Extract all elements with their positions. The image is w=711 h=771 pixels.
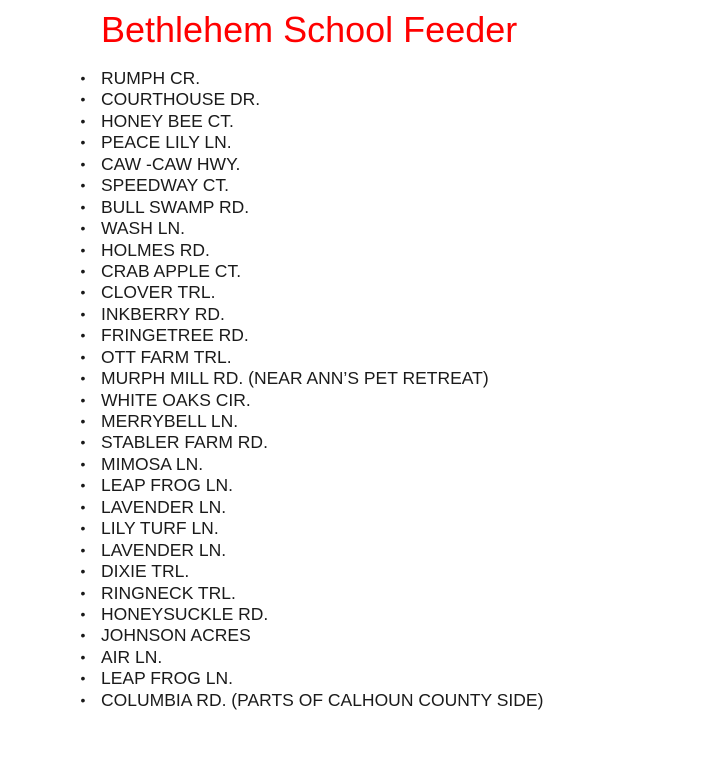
bullet-icon: •: [80, 477, 86, 494]
street-list-item: [0, 325, 543, 346]
street-list-item: [0, 518, 543, 539]
street-list-item: [0, 261, 543, 282]
bullet-icon: •: [80, 455, 86, 472]
street-name: LAVENDER LN.: [101, 539, 227, 560]
street-name: LAVENDER LN.: [101, 496, 227, 517]
street-name: CLOVER TRL.: [101, 282, 216, 303]
bullet-icon: •: [80, 305, 86, 322]
street-list-item: [0, 368, 543, 389]
street-name: AIR LN.: [101, 646, 163, 667]
bullet-icon: •: [80, 327, 86, 344]
bullet-icon: •: [80, 348, 86, 365]
street-name: INKBERRY RD.: [101, 303, 225, 324]
bullet-icon: •: [80, 284, 86, 301]
street-list-item: [0, 390, 543, 411]
street-name: LEAP FROG LN.: [101, 668, 233, 689]
street-name: WHITE OAKS CIR.: [101, 389, 251, 410]
bullet-icon: •: [80, 648, 86, 665]
street-name: WASH LN.: [101, 218, 185, 239]
street-list-item: [0, 432, 543, 453]
bullet-icon: •: [80, 241, 86, 258]
street-list-item: [0, 154, 543, 175]
street-name: HONEY BEE CT.: [101, 110, 234, 131]
street-list-item: [0, 690, 543, 711]
street-name: LEAP FROG LN.: [101, 475, 233, 496]
street-list-item: [0, 240, 543, 261]
street-name: COLUMBIA RD. (PARTS OF CALHOUN COUNTY SIDE): [101, 689, 544, 710]
bullet-icon: •: [80, 605, 86, 622]
street-name: OTT FARM TRL.: [101, 346, 232, 367]
street-name: LILY TURF LN.: [101, 518, 219, 539]
bullet-icon: •: [80, 155, 86, 172]
street-list-item: [0, 175, 543, 196]
bullet-icon: •: [80, 70, 86, 86]
street-list-item: [0, 132, 543, 153]
street-name: CAW -CAW HWY.: [101, 153, 241, 174]
street-name: JOHNSON ACRES: [101, 625, 251, 646]
bullet-icon: •: [80, 434, 86, 451]
bullet-icon: •: [80, 541, 86, 558]
street-name: HOLMES RD.: [101, 239, 210, 260]
street-list-item: [0, 583, 543, 604]
street-name: MIMOSA LN.: [101, 453, 204, 474]
street-name: FRINGETREE RD.: [101, 325, 249, 346]
bullet-icon: •: [80, 498, 86, 515]
street-name: PEACE LILY LN.: [101, 132, 232, 153]
street-list-item: [0, 282, 543, 303]
street-list-item: [0, 89, 543, 110]
bullet-icon: •: [80, 198, 86, 215]
page-title: Bethlehem School Feeder: [101, 9, 518, 50]
street-list-item: [0, 111, 543, 132]
street-list-item: [0, 411, 543, 432]
street-name: DIXIE TRL.: [101, 561, 190, 582]
bullet-icon: •: [80, 391, 86, 408]
street-name: COURTHOUSE DR.: [101, 89, 261, 110]
street-name: SPEEDWAY CT.: [101, 175, 230, 196]
street-list-item: [0, 625, 543, 646]
street-list-item: [0, 197, 543, 218]
street-list-item: [0, 604, 543, 625]
bullet-icon: •: [80, 627, 86, 644]
street-list-item: [0, 540, 543, 561]
street-name: STABLER FARM RD.: [101, 432, 268, 453]
bullet-icon: •: [80, 220, 86, 237]
street-list-item: [0, 475, 543, 496]
street-list: [0, 68, 543, 711]
bullet-icon: •: [80, 413, 86, 429]
bullet-icon: •: [80, 134, 86, 151]
street-list-item: [0, 497, 543, 518]
bullet-icon: •: [80, 584, 86, 601]
street-name: HONEYSUCKLE RD.: [101, 603, 269, 624]
bullet-icon: •: [80, 91, 86, 108]
street-list-item: [0, 304, 543, 325]
bullet-icon: •: [80, 520, 86, 537]
street-list-item: [0, 454, 543, 475]
street-list-item: [0, 347, 543, 368]
street-list-item: [0, 561, 543, 582]
bullet-icon: •: [80, 112, 86, 129]
bullet-icon: •: [80, 691, 86, 708]
street-name: RINGNECK TRL.: [101, 582, 236, 603]
street-list-item: [0, 668, 543, 689]
street-name: CRAB APPLE CT.: [101, 260, 242, 281]
bullet-icon: •: [80, 177, 86, 194]
bullet-icon: •: [80, 670, 86, 687]
street-name: MERRYBELL LN.: [101, 411, 239, 431]
street-name: RUMPH CR.: [101, 68, 201, 88]
bullet-icon: •: [80, 262, 86, 279]
street-name: BULL SWAMP RD.: [101, 196, 250, 217]
bullet-icon: •: [80, 370, 86, 387]
street-list-item: [0, 647, 543, 668]
bullet-icon: •: [80, 563, 86, 580]
street-list-item: [0, 68, 543, 89]
street-list-item: [0, 218, 543, 239]
street-name: MURPH MILL RD. (NEAR ANN’S PET RETREAT): [101, 368, 489, 389]
